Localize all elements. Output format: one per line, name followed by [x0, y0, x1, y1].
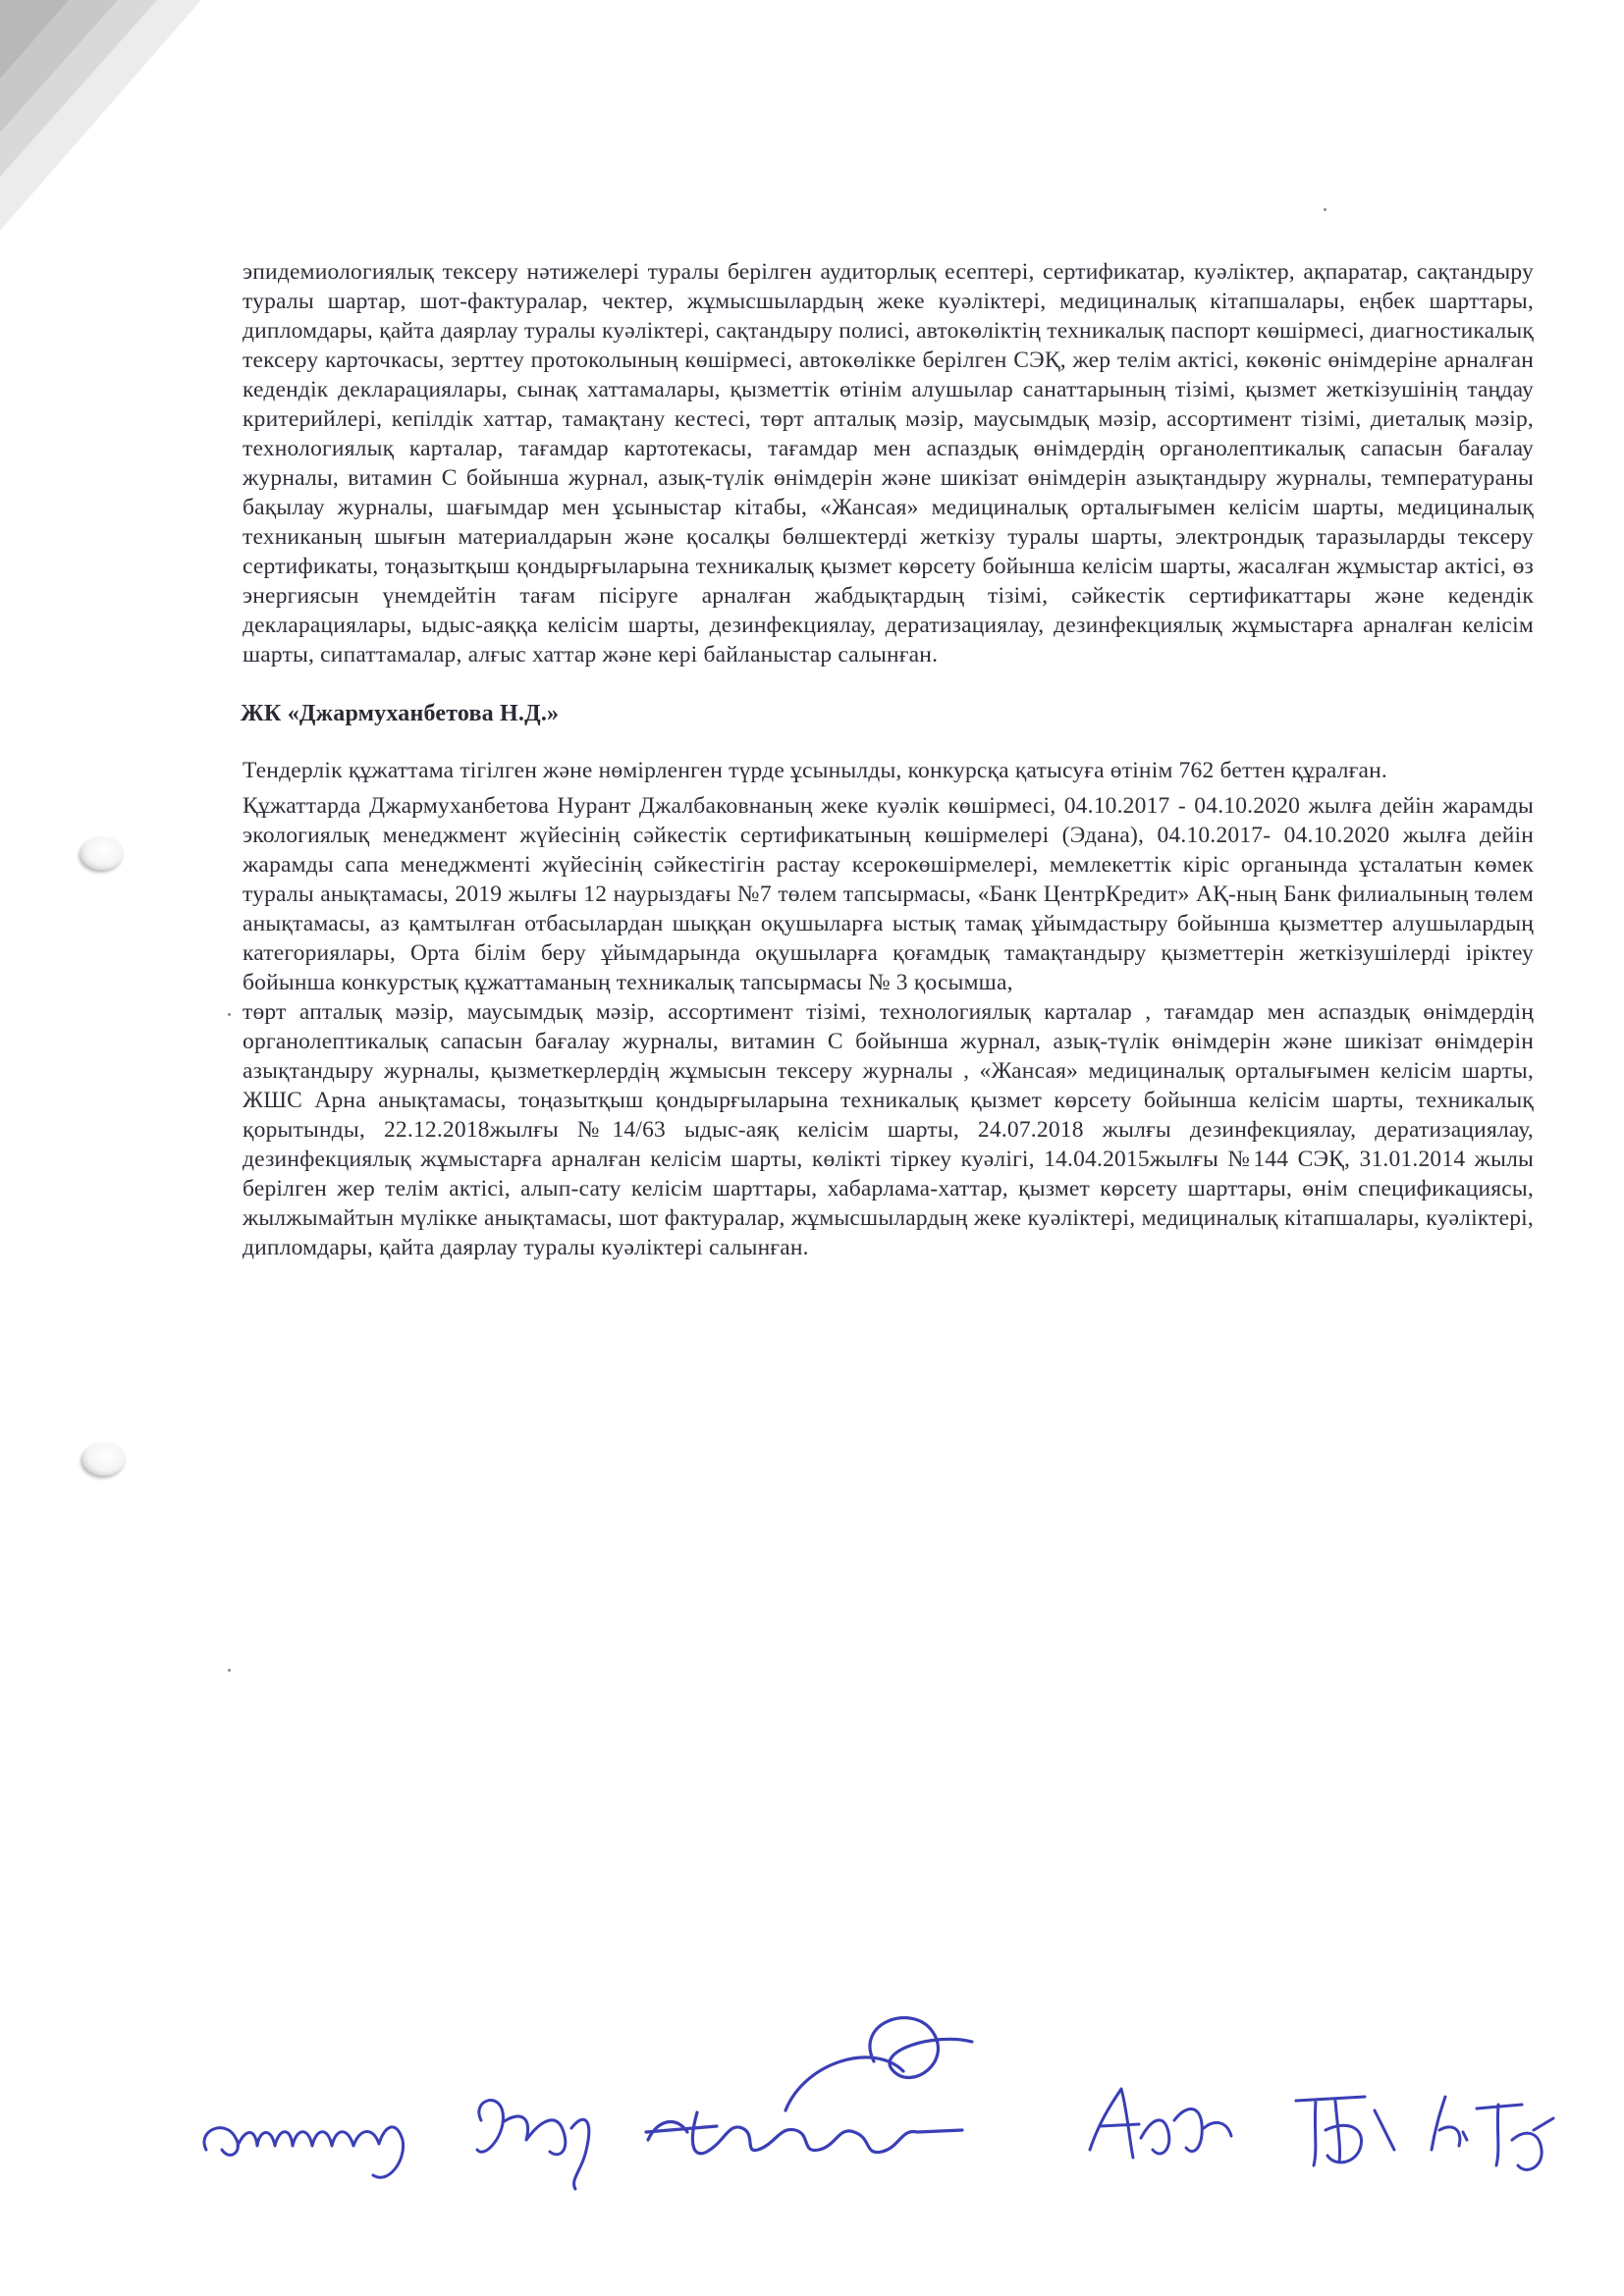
scan-speck [228, 1669, 231, 1672]
paragraph-attachments-list: эпидемиологиялық тексеру нәтижелері туралы берілген аудиторлық есептері, сертификатар, куәліктер, ақпаратар, сақтандыру туралы шартар, шот-фактуралар, чектер, жұмысшылардың жеке куәліктері, медициналық кітапшалары, еңбек шарттары, дипломдары, қайта даярлау туралы куәліктері, сақтандыру полисі, автокөліктің техникалық паспорт көшірмесі, диагностикалық тексеру карточкасы, зерттеу протоколының көшірмесі, автокөлікке берілген СЭҚ, жер телім актісі, көкөніс өнімдеріне арналған кедендік декларациялары, сынақ хаттамалары, қызметтік өтінім алушылар санаттарының тізімі, қызмет жеткізушінің таңдау критерийлері, кепілдік хаттар, тамақтану кестесі, төрт апталық мәзір, маусымдық мәзір, ассортимент тізімі, диеталық мәзір, технологиялық карталар, тағамдар картотекасы, тағамдар мен аспаздық өнімдердің органолептикалық сапасын бағалау журналы, витамин С бойынша журнал, азық-түлік өнімдерін және шикізат өнімдерін азықтандыру журналы, температураны бақылау журналы, шағымдар мен ұсыныстар кітабы, «Жансая» медициналық орталығымен келісім шарты, медициналық техниканың шығын материалдарын және қосалқы бөлшектерді жеткізу туралы шарты, электрондық таразыларды тексеру сертификаты, тоңазытқыш қондырғыларына техникалық қызмет көрсету бойынша келісім шарты, жасалған жұмыстар актісі, өз энергиясын үнемдейтін тағам пісіруге арналған жабдықтардың тізімі, сәйкестік сертификаттары және кедендік декларациялары, ыдыс-аяққа келісім шарты, дезинфекциялау, дератизациялау, дезинфекциялық жұмыстарға арналған келісім шарты, сипаттамалар, алғыс хаттар және кері байланыстар салынған. [243, 259, 1534, 667]
punch-hole-upper [81, 836, 124, 870]
paragraph-documents-continued: төрт апталық мәзір, маусымдық мәзір, ассортимент тізімі, технологиялық карталар , тағамдар мен аспаздық өнімдердің органолептикалық сапасын бағалау журналы, витамин С бойынша журнал, азық-түлік өнімдерін және шикізат өнімдерін азықтандыру журналы, қызметкерлердің жұмысын тексеру журналы , «Жансая» медициналық орталығымен келісім шарты, ЖШС Арна анықтамасы, тоңазытқыш қондырғыларына техникалық қызмет көрсету бойынша келісім шарты, техникалық қорытынды, 22.12.2018жылғы №14/63 ыдыс-аяқ келісім шарты, 24.07.2018 жылғы дезинфекциялау, дератизациялау, дезинфекциялық жұмыстарға арналған келісім шарты, көлікті тіркеу куәлігі, 14.04.2015жылғы №144 СЭҚ, 31.01.2014 жылы берілген жер телім актісі, алып-сату келісім шарттары, хабарлама-хаттар, қызмет көрсету шарттары, өнім спецификациясы, жылжымайтын мүлікке анықтамасы, шот фактуралар, жұмысшылардың жеке куәліктері, медициналық кітапшалары, куәліктері, дипломдары, қайта даярлау туралы куәліктері салынған. [243, 999, 1534, 1260]
scan-speck [1324, 208, 1326, 211]
signature-4 [1090, 2089, 1231, 2158]
signature-row [187, 2002, 1581, 2218]
scan-speck [228, 1013, 231, 1016]
signature-2 [477, 2101, 589, 2189]
document-body [243, 257, 1534, 1262]
punch-hole-lower [82, 1442, 126, 1475]
paragraph-tender-summary: Тендерлік құжаттама тігілген және нөмірленген түрде ұсынылды, конкурсқа қатысуға өтінім 762 беттен құралған. [243, 758, 1388, 783]
signature-6 [1432, 2097, 1553, 2169]
section-heading-supplier: ЖК «Джармуханбетова Н.Д.» [241, 701, 560, 726]
signature-3 [646, 2018, 972, 2154]
signature-1 [204, 2127, 404, 2177]
signature-5 [1296, 2097, 1394, 2165]
paragraph-documents-list: Құжаттарда Джармуханбетова Нурант Джалбаковнаның жеке куәлік көшірмесі, 04.10.2017 - 04.10.2020 жылға дейін жарамды экологиялық менеджмент жүйесінің сәйкестік сертификатының көшірмелері (Эдана), 04.10.2017- 04.10.2020 жылға дейін жарамды сапа менеджменті жүйесінің сәйкестігін растау ксерокөшірмелері, мемлекеттік кіріс органында ұсталатын көмек туралы анықтамасы, 2019 жылғы 12 наурыздағы №7 төлем тапсырмасы, «Банк ЦентрКредит» АҚ-ның Банк филиалының төлем анықтамасы, аз қамтылған отбасылардан шыққан оқушыларға ыстық тамақ ұйымдастыру бойынша қызметтер алушылардың категориялары, Орта білім беру ұйымдарында оқушыларға қоғамдық тамақтандыру қызметтерін жеткізушілерді іріктеу бойынша конкурстық құжаттаманың техникалық тапсырмасы № 3 қосымша, [243, 793, 1534, 995]
